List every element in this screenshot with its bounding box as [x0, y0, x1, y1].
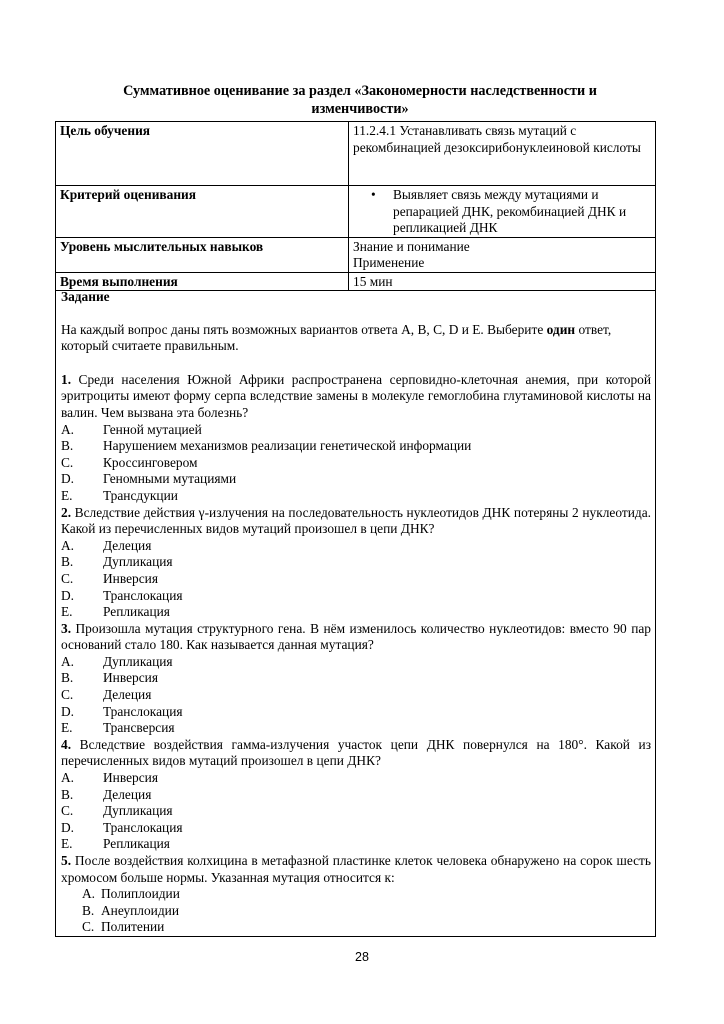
option-letter: E.	[61, 836, 73, 852]
option-e	[61, 720, 651, 737]
option-e	[61, 836, 651, 853]
option-b	[61, 787, 651, 804]
option-letter: A.	[61, 653, 75, 669]
option-letter: B.	[61, 554, 74, 570]
option-text: Делеция	[103, 786, 152, 802]
criteria-value	[349, 186, 656, 238]
question-2-options	[61, 538, 651, 621]
option-c	[61, 687, 651, 704]
option-text: Делеция	[103, 537, 152, 553]
assessment-info-table	[55, 121, 656, 291]
criteria-item-text: Выявляет связь между мутациями и репарацией ДНК, рекомбинацией ДНК и репликацией ДНК	[393, 187, 627, 235]
question-text: Вследствие действия γ-излучения на последовательность нуклеотидов ДНК потеряны 2 нуклеотида. Какой из перечисленных видов мутаций произошел в цепи ДНК?	[61, 504, 651, 537]
option-text: Политении	[101, 919, 165, 935]
question-3	[61, 621, 651, 654]
page-number: 28	[355, 950, 369, 964]
option-e	[61, 604, 651, 621]
option-c	[61, 455, 651, 472]
option-letter: C.	[61, 454, 74, 470]
option-letter: E.	[61, 487, 73, 503]
row-level	[56, 237, 656, 272]
level-value	[349, 237, 656, 272]
intro-emphasis: один	[546, 321, 576, 337]
question-text: Вследствие воздействия гамма-излучения участок цепи ДНК повернулся на 180°. Какой из перечисленных видов мутаций произошел в цепи ДНК?	[61, 736, 651, 769]
option-letter: A.	[61, 537, 75, 553]
option-b	[61, 554, 651, 571]
question-text: Среди населения Южной Африки распространена серповидно-клеточная анемия, при которой эритроциты имеют форму серпа вследствие замены в молекуле гемоглобина глутаминовой кислоты на валин. Чем вызвана эта болезнь?	[61, 371, 651, 420]
option-text: Нарушением механизмов реализации генетической информации	[103, 438, 472, 454]
option-a	[61, 422, 651, 439]
option-text: Дупликация	[103, 653, 173, 669]
question-1	[61, 372, 651, 422]
time-value: 15 мин	[349, 272, 656, 291]
option-a	[61, 538, 651, 555]
bullet-icon: •	[371, 187, 376, 202]
row-goal	[56, 122, 656, 186]
option-text: Инверсия	[103, 670, 158, 686]
option-text: Анеуплоидии	[101, 902, 179, 918]
option-text: Транслокация	[103, 587, 183, 603]
option-text: Репликация	[103, 604, 170, 620]
option-b	[61, 903, 651, 920]
option-b	[61, 438, 651, 455]
criteria-item	[353, 187, 651, 237]
option-a	[61, 654, 651, 671]
option-letter: D.	[61, 703, 75, 719]
question-number: 3.	[61, 620, 72, 636]
option-text: Транслокация	[103, 703, 183, 719]
question-text: Произошла мутация структурного гена. В нём изменилось количество нуклеотидов: вместо 90 пар оснований стало 180. Как называется данная мутация?	[61, 620, 651, 653]
question-2	[61, 505, 651, 538]
question-number: 5.	[61, 853, 72, 868]
question-number: 2.	[61, 504, 72, 520]
option-e	[61, 488, 651, 505]
option-c	[61, 803, 651, 820]
title-line-2: изменчивости»	[311, 101, 409, 117]
option-text: Делеция	[103, 687, 152, 703]
option-letter: C.	[82, 919, 95, 935]
question-3-options	[61, 654, 651, 737]
option-letter: B.	[61, 670, 74, 686]
option-text: Генной мутацией	[103, 421, 202, 437]
option-text: Транслокация	[103, 819, 183, 835]
goal-label: Цель обучения	[56, 122, 349, 186]
question-text: После воздействия колхицина в метафазной пластинке клеток человека обнаружено на сорок шесть хромосом больше нормы. Указанная мутация относится к:	[61, 853, 651, 885]
option-letter: A.	[82, 886, 96, 902]
question-number: 1.	[61, 371, 72, 387]
task-heading: Задание	[61, 289, 110, 304]
question-4-options	[61, 770, 651, 853]
option-letter: E.	[61, 720, 73, 736]
option-b	[61, 670, 651, 687]
criteria-list	[353, 187, 651, 237]
option-text: Дупликация	[103, 803, 173, 819]
option-c	[61, 919, 651, 936]
option-a	[61, 886, 651, 903]
task-section	[55, 287, 656, 937]
option-letter: D.	[61, 819, 75, 835]
option-c	[61, 571, 651, 588]
option-letter: B.	[61, 786, 74, 802]
question-1-options	[61, 422, 651, 505]
goal-value: 11.2.4.1 Устанавливать связь мутаций с рекомбинацией дезоксирибонуклеиновой кислоты	[349, 122, 656, 186]
option-text: Трансдукции	[103, 487, 178, 503]
option-text: Репликация	[103, 836, 170, 852]
time-label: Время выполнения	[56, 272, 349, 291]
option-letter: B.	[61, 438, 74, 454]
option-text: Полиплоидии	[101, 886, 180, 902]
option-d	[61, 820, 651, 837]
option-letter: D.	[61, 587, 75, 603]
option-text: Кроссинговером	[103, 454, 198, 470]
question-5	[61, 853, 651, 886]
criteria-label: Критерий оценивания	[56, 186, 349, 238]
question-4	[61, 737, 651, 770]
option-text: Инверсия	[103, 770, 158, 786]
intro-text-end: ответ, который считаете правильным.	[61, 321, 612, 354]
option-d	[61, 588, 651, 605]
document-title	[60, 82, 660, 118]
option-text: Геномными мутациями	[103, 471, 237, 487]
question-number: 4.	[61, 736, 72, 752]
option-letter: C.	[61, 803, 74, 819]
row-criteria	[56, 186, 656, 238]
option-letter: D.	[61, 471, 75, 487]
task-intro	[61, 322, 651, 355]
intro-text-start: На каждый вопрос даны пять возможных вариантов ответа A, B, C, D и E. Выберите	[61, 321, 547, 337]
option-letter: B.	[82, 902, 95, 918]
option-text: Дупликация	[103, 554, 173, 570]
title-line-1: Суммативное оценивание за раздел «Закономерности наследственности и	[123, 83, 597, 99]
option-letter: A.	[61, 421, 75, 437]
level-value-2: Применение	[353, 255, 425, 270]
option-text: Трансверсия	[103, 720, 175, 736]
option-a	[61, 770, 651, 787]
level-value-1: Знание и понимание	[353, 238, 470, 254]
option-letter: C.	[61, 570, 74, 586]
option-d	[61, 471, 651, 488]
option-letter: E.	[61, 604, 73, 620]
level-label: Уровень мыслительных навыков	[56, 237, 349, 272]
option-d	[61, 704, 651, 721]
option-letter: A.	[61, 770, 75, 786]
question-5-options	[61, 886, 651, 936]
option-letter: C.	[61, 687, 74, 703]
option-text: Инверсия	[103, 570, 158, 586]
